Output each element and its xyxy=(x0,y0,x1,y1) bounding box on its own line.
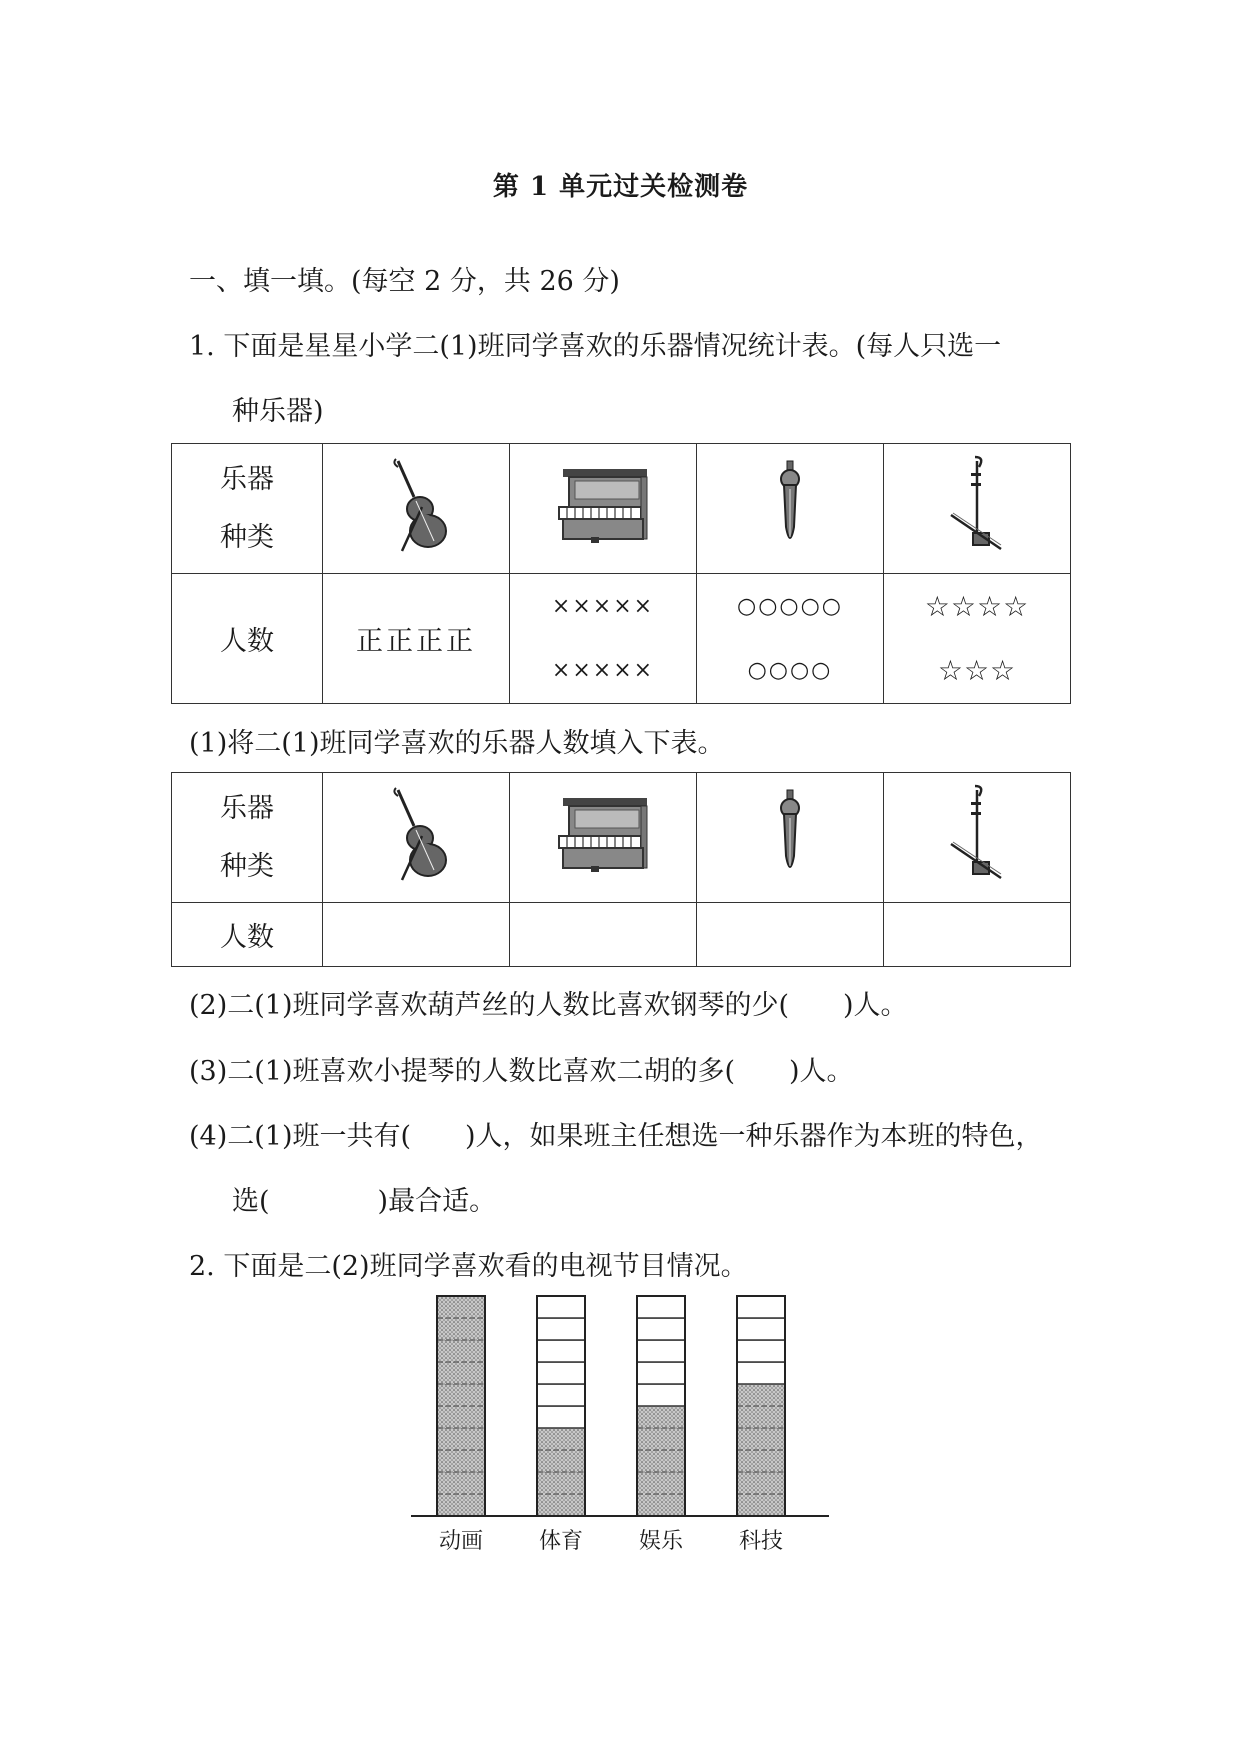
bar-cell-filled xyxy=(537,1450,585,1472)
bar-cell-empty xyxy=(537,1406,585,1428)
bar-cell-empty xyxy=(637,1362,685,1384)
tally-marks-line-2: ○○○○ xyxy=(747,657,833,683)
bar-cell-filled xyxy=(737,1428,785,1450)
row-label-cell xyxy=(172,574,323,704)
bar-cell-filled xyxy=(637,1494,685,1516)
tally-marks: 正正正正 xyxy=(356,626,476,657)
bar-动画 xyxy=(437,1296,485,1516)
bar-体育 xyxy=(537,1296,585,1516)
bar-cell-filled xyxy=(737,1472,785,1494)
bar-cell-filled xyxy=(437,1406,485,1428)
tally-cell-erhu xyxy=(884,574,1071,704)
bar-cell-empty xyxy=(537,1340,585,1362)
bar-cell-filled xyxy=(437,1428,485,1450)
bar-cell-empty xyxy=(537,1296,585,1318)
bar-cell-filled xyxy=(437,1318,485,1340)
category-label: 动画 xyxy=(438,1529,484,1554)
tv-program-chart xyxy=(405,1285,835,1565)
bar-cell-empty xyxy=(537,1362,585,1384)
bar-cell-filled xyxy=(737,1494,785,1516)
page-title: 第 1 单元过关检测卷 xyxy=(492,172,749,202)
erhu-icon xyxy=(947,784,1007,891)
question-2-line-1: 2. 下面是二(2)班同学喜欢看的电视节目情况。 xyxy=(189,1251,748,1282)
instrument-count-table xyxy=(171,772,1071,967)
header-label-line-2: 种类 xyxy=(220,521,274,553)
bar-cell-filled xyxy=(437,1472,485,1494)
tally-marks-line-2: ☆☆☆ xyxy=(937,653,1017,687)
hulusi-icon xyxy=(775,457,805,560)
hulusi-icon xyxy=(775,786,805,889)
tally-cell-piano xyxy=(510,574,697,704)
row-label: 人数 xyxy=(220,922,274,953)
instrument-cell-piano xyxy=(510,773,697,903)
sub-question-4-line-2: 选( )最合适。 xyxy=(232,1186,497,1217)
bar-cell-filled xyxy=(737,1406,785,1428)
bar-cell-filled xyxy=(437,1384,485,1406)
bar-cell-filled xyxy=(737,1450,785,1472)
bar-cell-filled xyxy=(637,1428,685,1450)
violin-icon xyxy=(384,786,448,889)
tally-cell-hulusi xyxy=(697,574,884,704)
instrument-cell-hulusi xyxy=(697,444,884,574)
header-label-line-2: 种类 xyxy=(220,850,274,882)
header-cell xyxy=(172,773,323,903)
piano-icon xyxy=(555,465,651,552)
bar-cell-filled xyxy=(637,1472,685,1494)
bar-cell-filled xyxy=(437,1340,485,1362)
bar-cell-empty xyxy=(737,1296,785,1318)
bar-cell-empty xyxy=(737,1362,785,1384)
answer-cell-erhu[interactable] xyxy=(884,903,1071,967)
tally-marks-line-1: ☆☆☆☆ xyxy=(924,589,1030,623)
bar-cell-filled xyxy=(437,1450,485,1472)
sub-question-3: (3)二(1)班喜欢小提琴的人数比喜欢二胡的多( )人。 xyxy=(189,1056,854,1087)
instrument-cell-violin xyxy=(323,773,510,903)
bar-cell-filled xyxy=(537,1472,585,1494)
header-label-line-1: 乐器 xyxy=(220,463,274,495)
instrument-cell-erhu xyxy=(884,444,1071,574)
bar-cell-empty xyxy=(537,1318,585,1340)
instrument-tally-table xyxy=(171,443,1071,704)
question-1-line-1: 1. 下面是星星小学二(1)班同学喜欢的乐器情况统计表。(每人只选一 xyxy=(189,331,1002,362)
bar-cell-empty xyxy=(637,1296,685,1318)
tally-marks-line-1: ○○○○○ xyxy=(737,593,843,619)
bar-cell-filled xyxy=(537,1428,585,1450)
tally-cell-violin xyxy=(323,574,510,704)
erhu-icon xyxy=(947,455,1007,562)
bar-cell-filled xyxy=(537,1494,585,1516)
bar-cell-filled xyxy=(737,1384,785,1406)
answer-cell-violin[interactable] xyxy=(323,903,510,967)
sub-question-1: (1)将二(1)班同学喜欢的乐器人数填入下表。 xyxy=(189,728,725,759)
bar-科技 xyxy=(737,1296,785,1516)
piano-icon xyxy=(555,794,651,881)
bar-cell-empty xyxy=(737,1340,785,1362)
question-1-line-2: 种乐器) xyxy=(232,396,324,427)
sub-question-4-line-1: (4)二(1)班一共有( )人，如果班主任想选一种乐器作为本班的特色， xyxy=(189,1121,1043,1152)
section-heading: 一、填一填。(每空 2 分，共 26 分) xyxy=(189,266,620,297)
answer-cell-hulusi[interactable] xyxy=(697,903,884,967)
tally-marks-line-2: ××××× xyxy=(551,657,655,683)
bar-cell-filled xyxy=(437,1362,485,1384)
row-label: 人数 xyxy=(220,626,274,657)
instrument-cell-hulusi xyxy=(697,773,884,903)
bar-cell-empty xyxy=(737,1318,785,1340)
bar-cell-filled xyxy=(637,1450,685,1472)
category-label: 科技 xyxy=(738,1529,784,1554)
instrument-cell-violin xyxy=(323,444,510,574)
header-label-line-1: 乐器 xyxy=(220,792,274,824)
category-label: 体育 xyxy=(538,1529,584,1554)
bar-娱乐 xyxy=(637,1296,685,1516)
bar-cell-filled xyxy=(437,1494,485,1516)
bar-cell-filled xyxy=(437,1296,485,1318)
header-cell xyxy=(172,444,323,574)
category-label: 娱乐 xyxy=(638,1529,684,1554)
bar-cell-empty xyxy=(537,1384,585,1406)
instrument-cell-erhu xyxy=(884,773,1071,903)
bar-cell-filled xyxy=(637,1406,685,1428)
bar-cell-empty xyxy=(637,1384,685,1406)
violin-icon xyxy=(384,457,448,560)
tally-marks-line-1: ××××× xyxy=(551,593,655,619)
sub-question-2: (2)二(1)班同学喜欢葫芦丝的人数比喜欢钢琴的少( )人。 xyxy=(189,990,908,1021)
answer-cell-piano[interactable] xyxy=(510,903,697,967)
instrument-cell-piano xyxy=(510,444,697,574)
row-label-cell xyxy=(172,903,323,967)
bar-cell-empty xyxy=(637,1318,685,1340)
bar-cell-empty xyxy=(637,1340,685,1362)
